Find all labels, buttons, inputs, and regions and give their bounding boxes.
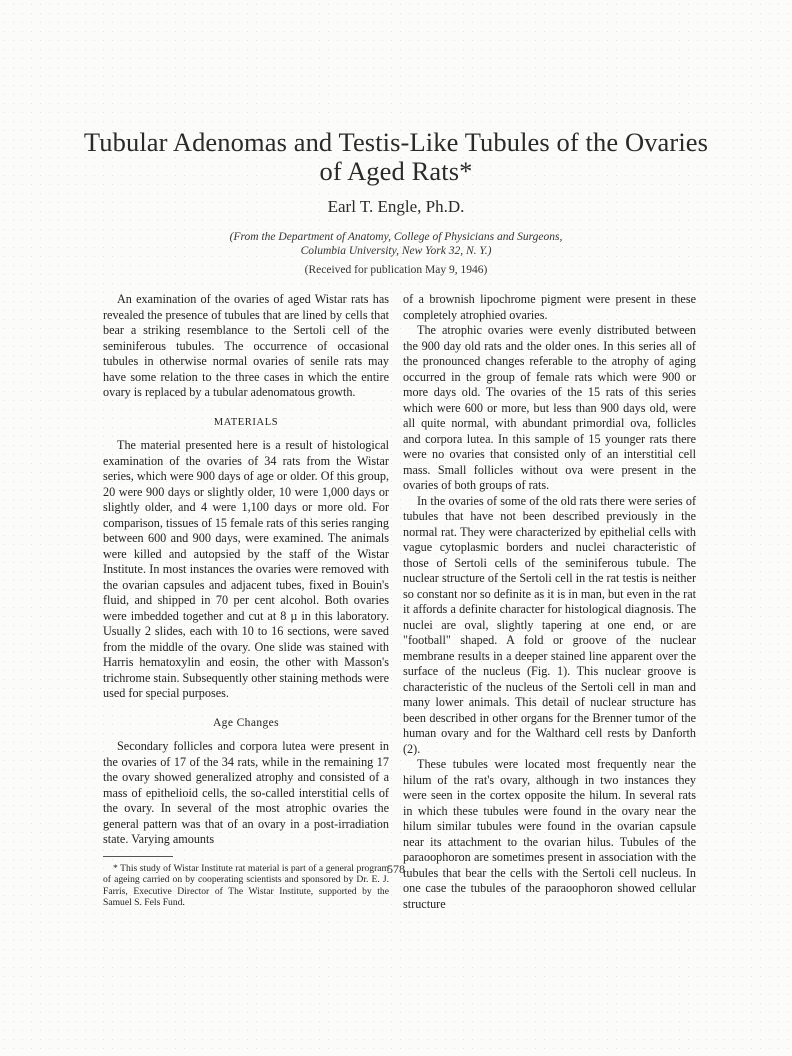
affiliation-line-1: (From the Department of Anatomy, College of Physicians and Surgeons,	[229, 231, 563, 243]
materials-paragraph: The material presented here is a result of histological examination of the ovaries of 34 rats from the Wistar series, which were 900 days of age or older. Of this group, 20 were 900 days or slightly older, 10 were 1,000 days or slightly older, and 4 were 1,100 days or more old. For comparison, tissues of 15 female rats of this series ranging between 600 and 900 days, were examined. The animals were killed and autopsied by the staff of the Wistar Institute. In most instances the ovaries were removed with the ovarian capsules and adjacent tubes, fixed in Bouin's fluid, and shipped in 70 per cent alcohol. Both ovaries were imbedded together and cut at 8 µ in this laboratory. Usually 2 slides, each with 10 to 16 sections, were saved from the middle of the ovary. One slide was stained with Harris hematoxylin and eosin, the other with Masson's trichrome stain. Subsequently other staining methods were used for special purposes.	[103, 438, 390, 700]
affiliation	[0, 230, 792, 258]
age-changes-paragraph: Secondary follicles and corpora lutea were present in the ovaries of 17 of the 34 rats, while in the remaining 17 the ovary showed generalized atrophy and consisted of a mass of epithelioid cells, the so-called interstitial cells of the ovary. In several of the most atrophic ovaries the general pattern was that of an ovary in a post-irradiation state. Varying amounts	[103, 739, 389, 846]
right-column	[403, 292, 696, 912]
continuation-paragraph: of a brownish lipochrome pigment were present in these completely atrophied ovaries.	[403, 292, 696, 322]
heading-age-changes: Age Changes	[212, 716, 280, 729]
heading-materials: MATERIALS	[213, 416, 279, 428]
received-date: (Received for publication May 9, 1946)	[304, 264, 488, 276]
affiliation-line-2: Columbia University, New York 32, N. Y.)	[300, 245, 492, 257]
page-number: 578	[387, 862, 405, 876]
footnote-rule	[103, 856, 173, 857]
tubules-paragraph: In the ovaries of some of the old rats there were series of tubules that have not been described previously in the normal rat. They were characterized by epithelial cells with vague cytoplasmic borders and nuclei characteristic of those of Sertoli cells of the seminiferous tubule. The nuclear structure of the Sertoli cell in the rat testis is neither so constant nor so definite as it is in man, but even in the rat it affords a definite character for histological diagnosis. The nuclei are oval, slightly tapering at one end, or are "football" shaped. A fold or groove of the nuclear membrane results in a deeper stained line apparent over the surface of the nucleus (Fig. 1). This nuclear groove is characteristic of the nucleus of the Sertoli cell in man and many lower animals. This detail of nuclear structure has been described in other organs for the Brenner tumor of the human ovary and for the Walthard cell rests by Danforth (2).	[403, 493, 696, 756]
intro-paragraph: An examination of the ovaries of aged Wistar rats has revealed the presence of tubules that are lined by cells that bear a striking resemblance to the Sertoli cell of the seminiferous tubules. The occurrence of occasional tubules in otherwise normal ovaries of senile rats may have some relation to the three cases in which the entire ovary is replaced by a tubular adenomatous growth.	[103, 292, 389, 399]
location-paragraph: These tubules were located most frequently near the hilum of the rat's ovary, although in two instances they were seen in the cortex opposite the hilum. In several rats in which these tubules were found in the ovary near the hilum similar tubules were found in the ovarian capsule near its attachment to the ovarian hilus. Tubules of the paraoophoron are sometimes present in association with the tubules that bear the cells with the Sertoli cell nucleus. In one case the tubules of the paraoophoron showed cellular structure	[403, 757, 696, 911]
distribution-paragraph: The atrophic ovaries were evenly distributed between the 900 day old rats and the older ones. In this series all of the pronounced changes referable to the atrophy of aging occurred in the group of female rats which were 900 or more days old. The ovaries of the 15 rats of this series which were 600 or more, but less than 900 days old, were all quite normal, with abundant primordial ova, follicles and corpora lutea. In this sample of 15 younger rats there were no ovaries that consisted only of an interstitial cell mass. Small follicles without ova were present in the ovaries of both groups of rats.	[403, 323, 696, 492]
footnote-text: * This study of Wistar Institute rat material is part of a general program of ageing carried on by cooperating scientists and sponsored by Dr. E. J. Farris, Executive Director of The Wistar Institute, supported by the Samuel S. Fels Fund.	[103, 862, 389, 908]
article-title: Tubular Adenomas and Testis-Like Tubules of the Ovaries of Aged Rats*	[83, 127, 709, 186]
left-column	[103, 292, 389, 909]
author-name: Earl T. Engle, Ph.D.	[327, 197, 465, 216]
